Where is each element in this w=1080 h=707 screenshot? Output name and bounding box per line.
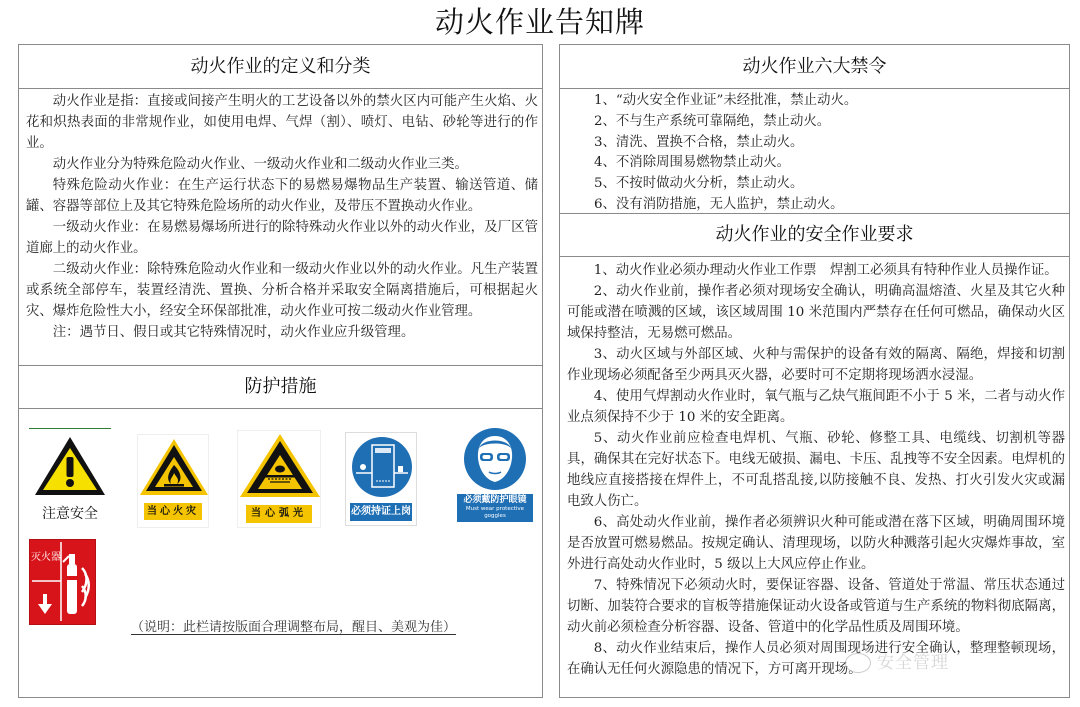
right-panel	[559, 44, 1070, 698]
requirement-paragraph: 5、动火作业前应检查电焊机、气瓶、砂轮、修整工具、电缆线、切割机等器具，确保其在完好状态下。电线无破损、漏电、卡压、乱拽等不安全因素。电焊机的地线应直接搭接在焊件上，不可乱搭乱接,以防接触不良、发热、打火引发火灾或漏电致人伤亡。	[567, 431, 1065, 509]
sign-caution	[29, 428, 111, 526]
prohibition-item: 2、不与生产系统可靠隔绝，禁止动火。	[594, 113, 831, 129]
requirement-paragraph: 8、动火作业结束后，操作人员必须对周围现场进行安全确认，整理整顿现场，在确认无任何火源隐患的情况下，方可离开现场。	[567, 641, 1065, 677]
page-title: 动火作业告知牌	[434, 5, 645, 39]
warning-exclamation-icon	[29, 429, 111, 501]
requirement-paragraph: 3、动火区域与外部区域、火种与需保护的设备有效的隔离、隔绝，焊接和切割作业现场必须配备至少两具灭火器，必要时可不定期将现场洒水浸湿。	[567, 347, 1065, 383]
sign-caption-box	[457, 494, 533, 522]
sign-arc-light-hazard	[237, 430, 321, 528]
requirements-heading: 动火作业的安全作业要求	[560, 213, 1069, 257]
fire-extinguisher-icon	[30, 540, 94, 623]
sign-caption: 必须戴防护眼镜	[463, 495, 527, 505]
definition-body	[19, 90, 542, 366]
sign-caption-en: Must wear protective goggles	[465, 506, 525, 519]
sign-caption: 当心火灾	[144, 503, 202, 520]
fire-hazard-icon	[138, 435, 210, 501]
requirement-paragraph: 6、高处动火作业前，操作者必须辨识火种可能或潜在落下区域，明确周围环境是否放置可燃易燃品。按规定确认、清理现场，以防火种溅落引起火灾爆炸事故，室外进行高处动火作业时，5 级以上大风应停止作业。	[567, 515, 1065, 572]
sign-caption: 注意安全	[42, 506, 98, 522]
sign-caption: 必须持证上岗	[350, 503, 412, 521]
prohibition-item: 5、不按时做动火分析，禁止动火。	[594, 176, 804, 192]
layout-note: （说明：此栏请按版面合理调整布局，醒目、美观为佳）	[131, 620, 457, 635]
prohibitions-list	[560, 90, 1069, 214]
definition-paragraph: 动火作业是指：直接或间接产生明火的工艺设备以外的禁火区内可能产生火焰、火花和炽热表面的非常规作业，如使用电焊、气焊（割）、喷灯、电钻、砂轮等进行的作业。	[26, 94, 538, 151]
sign-fire-extinguisher	[29, 539, 96, 625]
left-panel	[18, 44, 543, 698]
svg-text:灭火器: 灭火器	[31, 552, 61, 563]
sign-fire-hazard	[137, 434, 209, 528]
requirement-paragraph: 4、使用气焊割动火作业时，氧气瓶与乙炔气瓶间距不小于 5 米，二者与动火作业点须保持不少于 10 米的安全距离。	[567, 389, 1065, 425]
requirement-paragraph: 1、动火作业必须办理动火作业工作票 焊割工必须具有特种作业人员操作证。	[593, 263, 1058, 278]
prohibitions-heading: 动火作业六大禁令	[560, 45, 1069, 89]
sign-caption: 当心弧光	[246, 505, 312, 523]
prohibition-item: 1、“动火安全作业证”未经批准，禁止动火。	[594, 93, 858, 108]
definition-heading: 动火作业的定义和分类	[19, 45, 542, 89]
definition-paragraph: 一级动火作业：在易燃易爆场所进行的除特殊动火作业以外的动火作业，及厂区管道廊上的动火作业。	[26, 220, 538, 256]
protection-heading: 防护措施	[19, 365, 542, 409]
certificate-required-icon	[346, 433, 418, 503]
definition-paragraph: 二级动火作业：除特殊危险动火作业和一级动火作业以外的动火作业。凡生产装置或系统全部停车，装置经清洗、置换、分析合格并采取安全隔离措施后，可根据起火灾、爆炸危险性大小，经安全环保部批准，动火作业可按二级动火作业管理。	[26, 262, 538, 319]
prohibition-item: 6、没有消防措施，无人监护，禁止动火。	[594, 196, 844, 212]
prohibition-item: 3、清洗、置换不合格，禁止动火。	[594, 134, 804, 150]
watermark-text: 安全管理	[877, 653, 949, 673]
arc-light-hazard-icon	[238, 431, 322, 501]
goggles-required-icon	[455, 426, 535, 492]
definition-paragraph: 特殊危险动火作业：在生产运行状态下的易燃易爆物品生产装置、输送管道、储罐、容器等部位上及其它特殊危险场所的动火作业，及带压不置换动火作业。	[26, 178, 538, 214]
sign-goggles-required	[455, 426, 535, 526]
protection-signs-area	[19, 409, 542, 697]
requirements-body	[560, 258, 1069, 696]
sign-certificate-required	[345, 432, 417, 526]
requirement-paragraph: 2、动火作业前，操作者必须对现场安全确认，明确高温熔渣、火星及其它火种可能或潜在喷溅的区域，该区域周围 10 米范围内严禁存在任何可燃品，确保动火区域保持整洁，无易燃可燃品。	[567, 284, 1065, 341]
prohibition-item: 4、不消除周围易燃物禁止动火。	[594, 155, 790, 171]
requirement-paragraph: 7、特殊情况下必须动火时，要保证容器、设备、管道处于常温、常压状态通过切断、加装符合要求的盲板等措施保证动火设备或管道与生产系统的物料彻底隔离，动火前必须检查分析容器、设备、管道中的化学品性质及周围环境。	[567, 578, 1065, 635]
definition-paragraph: 注：遇节日、假日或其它特殊情况时，动火作业应升级管理。	[52, 325, 415, 340]
definition-paragraph: 动火作业分为特殊危险动火作业、一级动火作业和二级动火作业三类。	[52, 157, 468, 172]
